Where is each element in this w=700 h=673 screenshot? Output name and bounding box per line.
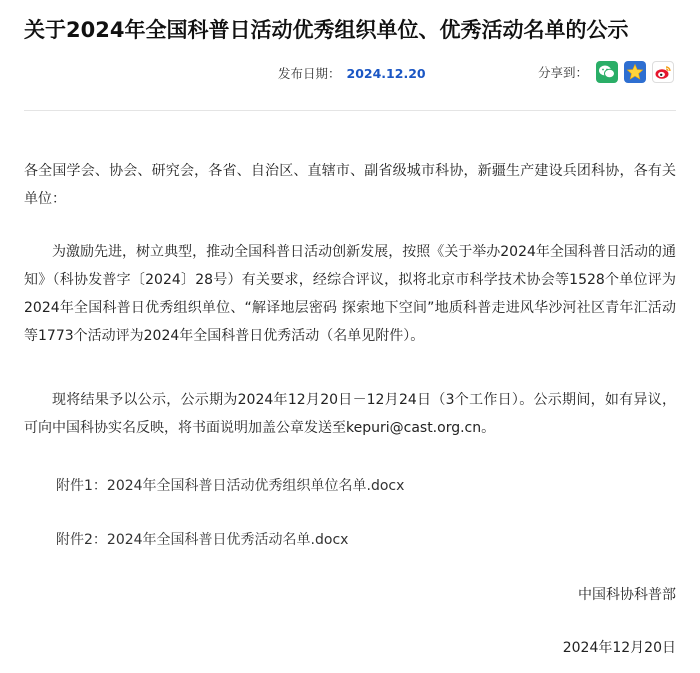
signature-org: 中国科协科普部 [578,587,676,603]
paragraph-2: 现将结果予以公示，公示期为2024年12月20日－12月24日（3个工作日）。公示期间，如有异议，可向中国科协实名反映，将书面说明加盖公章发送至kepuri@cast.org.cn。 [24,392,676,436]
publish-date-label: 发布日期： [278,66,341,81]
header-divider [24,110,676,111]
salutation: 各全国学会、协会、研究会，各省、自治区、直辖市、副省级城市科协，新疆生产建设兵团科协，各有关单位： [24,163,676,207]
weibo-icon[interactable] [652,61,674,83]
page-title: 关于2024年全国科普日活动优秀组织单位、优秀活动名单的公示 [24,18,629,42]
share-bar [538,61,680,83]
publish-date-value: 2024.12.20 [346,66,426,81]
paragraph-1: 为激励先进，树立典型，推动全国科普日活动创新发展，按照《关于举办2024年全国科普日活动的通知》（科协发普字〔2024〕28号）有关要求，经综合评议，拟将北京市科学技术协会等1528个单位评为2024年全国科普日优秀组织单位、“解译地层密码 探索地下空间”地质科普走进风华沙河社区青年汇活动等1773个活动评为2024年全国科普日优秀活动（名单见附件）。 [24,244,676,344]
publish-date [278,64,426,82]
attachment-link-1[interactable]: 附件1：2024年全国科普日活动优秀组织单位名单.docx [56,478,405,494]
qzone-star-icon[interactable] [624,61,646,83]
wechat-icon[interactable] [596,61,618,83]
share-label: 分享到： [538,65,589,80]
signature-date: 2024年12月20日 [562,640,676,656]
attachment-link-2[interactable]: 附件2：2024年全国科普日优秀活动名单.docx [56,532,349,548]
